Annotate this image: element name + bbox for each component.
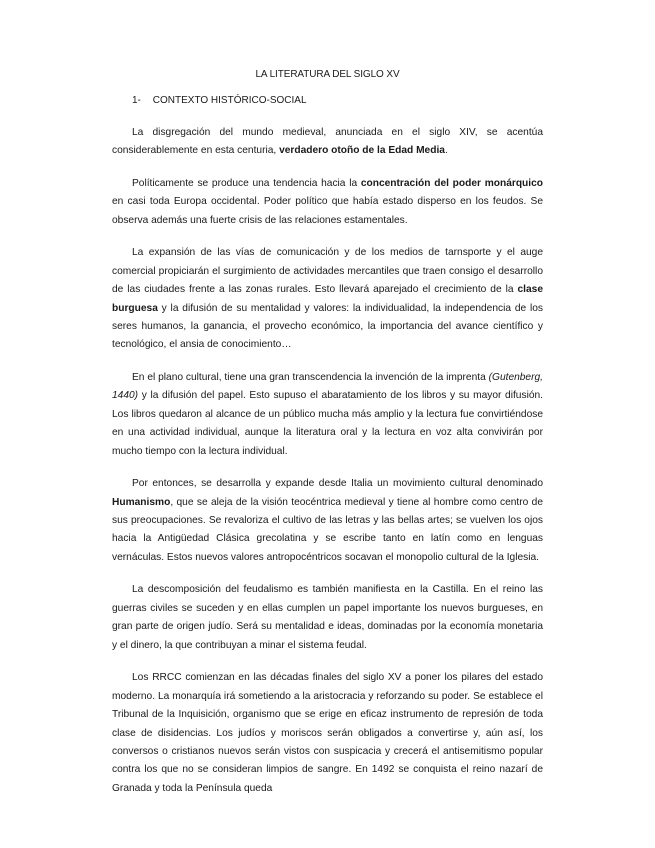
citation-gutenberg: (Gutenberg, 1440)	[112, 372, 543, 402]
document-title: LA LITERATURA DEL SIGLO XV	[255, 69, 400, 80]
paragraph-politica: Políticamente se produce una tendencia hacia la concentración del poder monárquico en casi toda Europa occidental. Poder político que había estado disperso en los feudos. Se observa además una fuerte crisis de las relaciones estamentales.	[112, 178, 543, 226]
paragraph-humanismo: Por entonces, se desarrolla y expande desde Italia un movimiento cultural denominado Humanismo, que se aleja de la visión teocéntrica medieval y tiene al hombre como centro de sus preocupaciones. Se revaloriza el cultivo de las letras y las bellas artes; se vuelven los ojos hacia la Antigüedad Clásica grecolatina y se escribe tanto en latín como en lenguas vernáculas. Estos nuevos valores antropocéntricos socavan el monopolio cultural de la Iglesia.	[112, 478, 543, 563]
paragraph-cultural: En el plano cultural, tiene una gran transcendencia la invención de la imprenta (Gutenberg, 1440) y la difusión del papel. Esto supuso el abaratamiento de los libros y su mayor difusión. Los libros quedaron al alcance de un público mucha más amplio y la lectura fue convirtiéndose en una actividad individual, aunque la literatura oral y la lectura en voz alta convivirán por mucho tiempo con la lectura individual.	[112, 372, 543, 457]
section-number: 1-	[132, 95, 141, 106]
section-title: CONTEXTO HISTÓRICO-SOCIAL	[152, 95, 307, 106]
section-heading	[132, 94, 543, 108]
paragraph-expansion: La expansión de las vías de comunicación y de los medios de tarnsporte y el auge comercial propiciarán el surgimiento de actividades mercantiles que traen consigo el desarrollo de las ciudades frente a las zonas rurales. Esto llevará aparejado el crecimiento de la clase burguesa y la difusión de su mentalidad y valores: la individualidad, la independencia de los seres humanos, la ganancia, el provecho económico, la importancia del avance científico y tecnológico, el ansia de conocimiento…	[112, 247, 543, 351]
emphasis-concentracion-poder: concentración del poder monárquico	[360, 178, 543, 189]
emphasis-clase-burguesa: clase burguesa	[112, 284, 543, 314]
paragraph-feudalismo: La descomposición del feudalismo es también manifiesta en la Castilla. En el reino las guerras civiles se suceden y en ellas cumplen un papel importante los nuevos burgueses, en gran parte de origen judío. Será su mentalidad e ideas, dominadas por la economía monetaria y el dinero, la que contribuyan a minar el sistema feudal.	[112, 584, 543, 651]
paragraph-rrcc: Los RRCC comienzan en las décadas finales del siglo XV a poner los pilares del estado moderno. La monarquía irá sometiendo a la aristocracia y reforzando su poder. Se establece el Tribunal de la Inquisición, organismo que se erige en eficaz instrumento de represión de toda clase de disidencias. Los judíos y moriscos serán obligados a convertirse y, aún así, los conversos o cristianos nuevos serán vistos con suspicacia y crecerá el antisemitismo popular contra los que no se consideran limpios de sangre. En 1492 se conquista el reino nazarí de Granada y toda la Península queda	[112, 672, 543, 794]
paragraph-disgregacion: La disgregación del mundo medieval, anunciada en el siglo XIV, se acentúa considerablemente en esta centuria, verdadero otoño de la Edad Media.	[112, 127, 543, 157]
emphasis-otono-edad-media: verdadero otoño de la Edad Media	[279, 145, 445, 157]
emphasis-humanismo: Humanismo	[112, 496, 171, 508]
